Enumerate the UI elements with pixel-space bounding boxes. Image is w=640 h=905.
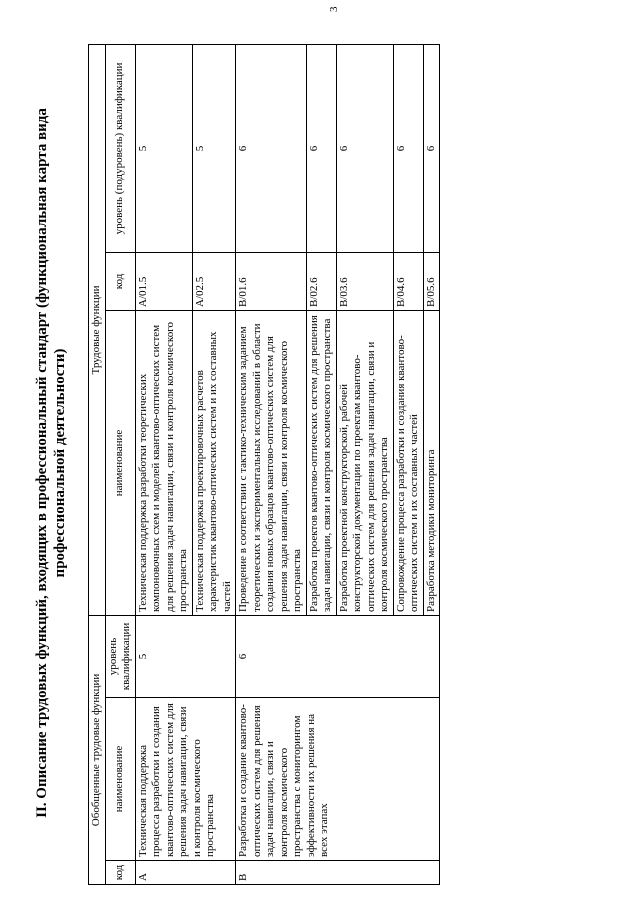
group-level: 5 — [135, 615, 236, 697]
header-name2: наименование — [105, 310, 135, 615]
table-row — [236, 44, 307, 884]
title-line-2: профессиональной деятельности) — [52, 348, 68, 578]
function-code: B/03.6 — [336, 252, 393, 310]
header-level2: уровень (подуровень) квалификации — [105, 44, 135, 252]
title-line-1: II. Описание трудовых функций, входящих в профессиональный стандарт (функциональная карта вида — [34, 108, 50, 818]
function-code: B/02.6 — [306, 252, 336, 310]
header-name: наименование — [105, 698, 135, 861]
header-code2: код — [105, 252, 135, 310]
group-name: Техническая поддержка процесса разработки и создания квантово-оптических систем для решения задач навигации, связи и контроля космического пространства — [135, 698, 236, 861]
functional-map-table-wrap — [88, 45, 633, 885]
function-level: 5 — [135, 44, 192, 252]
function-name: Техническая поддержка проектировочных расчетов характеристик квантово-оптических систем и их составных частей — [192, 310, 236, 615]
function-level: 6 — [336, 44, 393, 252]
function-name: Разработка методики мониторинга — [423, 310, 440, 615]
header-generalized: Обобщенные трудовые функции — [89, 615, 106, 884]
group-code: B — [236, 861, 440, 885]
header-code: код — [105, 861, 135, 885]
page-number: 3 — [328, 6, 340, 12]
function-code: A/01.5 — [135, 252, 192, 310]
function-level: 6 — [306, 44, 336, 252]
function-name: Разработка проектной конструкторской, рабочей конструкторской документации по проектам квантово-оптических систем для решения задач навигации, связи и контроля космического пространства — [336, 310, 393, 615]
function-level: 6 — [423, 44, 440, 252]
function-code: A/02.5 — [192, 252, 236, 310]
function-level: 6 — [393, 44, 423, 252]
group-level: 6 — [236, 615, 440, 697]
header-labor: Трудовые функции — [89, 44, 106, 615]
section-title — [33, 43, 69, 883]
header-level: уровень квалификации — [105, 615, 135, 697]
function-name: Сопровождение процесса разработки и создания квантово-оптических систем и их составных частей — [393, 310, 423, 615]
function-code: B/04.6 — [393, 252, 423, 310]
table-row — [135, 44, 192, 884]
function-name: Разработка проектов квантово-оптических систем для решения задач навигации, связи и контроля космического пространства — [306, 310, 336, 615]
group-name: Разработка и создание квантово-оптических систем для решения задач навигации, связи и контроля космического пространства с мониторингом эффективности их решения на всех этапах — [236, 698, 440, 861]
function-name: Техническая поддержка разработки теоретических компоновочных схем и моделей квантово-оптических систем для решения задач навигации, связи и контроля космического пространства — [135, 310, 192, 615]
function-level: 6 — [236, 44, 307, 252]
function-level: 5 — [192, 44, 236, 252]
header-row-2 — [105, 44, 135, 884]
group-code: A — [135, 861, 236, 885]
function-code: B/01.6 — [236, 252, 307, 310]
function-code: B/05.6 — [423, 252, 440, 310]
functional-map-table — [88, 44, 440, 885]
function-name: Проведение в соответствии с тактико-техническим заданием теоретических и экспериментальных исследований в области создания новых образцов квантово-оптических систем для решения задач навигации, связи и контроля космического пространства — [236, 310, 307, 615]
header-row-1 — [89, 44, 106, 884]
